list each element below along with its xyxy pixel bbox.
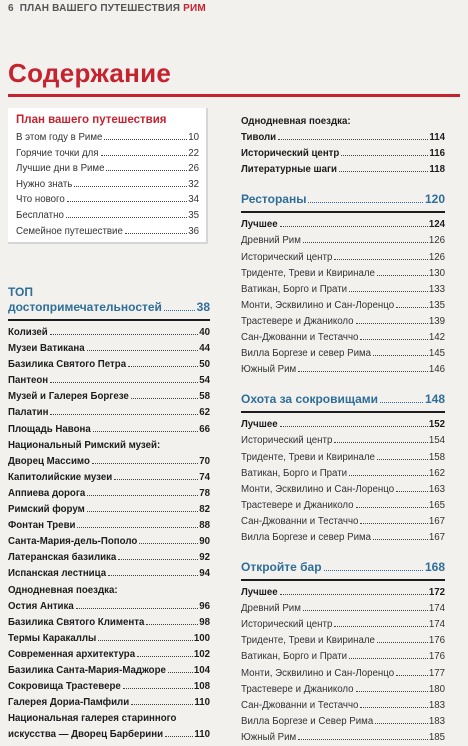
- toc-entry[interactable]: [8, 679, 210, 695]
- leader-dots: [280, 594, 428, 595]
- toc-entry[interactable]: [241, 330, 445, 346]
- toc-entry[interactable]: [8, 550, 210, 566]
- toc-entry[interactable]: [8, 454, 210, 470]
- toc-entry-label: Что нового: [16, 194, 65, 206]
- toc-entry[interactable]: [241, 666, 445, 682]
- toc-entry-label: Триденте, Треви и Квиринале: [241, 635, 375, 647]
- restaurants-title-label: Рестораны: [241, 192, 307, 207]
- leader-dots: [108, 575, 198, 576]
- toc-entry-label: Сан-Джованни и Тестаччо: [241, 515, 359, 527]
- toc-entry[interactable]: [8, 357, 210, 373]
- section-underline: [241, 411, 445, 413]
- toc-entry[interactable]: [241, 682, 445, 698]
- toc-entry[interactable]: [8, 695, 210, 711]
- toc-entry-page: 183: [428, 699, 445, 711]
- leader-dots: [93, 431, 198, 432]
- leader-dots: [303, 242, 428, 243]
- toc-entry-label: Трастевере и Джаниколо: [241, 315, 354, 327]
- top-section-title-line1: ТОП: [8, 285, 33, 299]
- leader-dots: [164, 310, 195, 311]
- spacer: [241, 546, 445, 560]
- daytrip-heading-right: Однодневная поездка:: [241, 116, 351, 127]
- title-rule: [8, 94, 460, 97]
- leader-dots: [87, 350, 199, 351]
- toc-entry[interactable]: [8, 422, 210, 438]
- leader-dots: [308, 202, 423, 203]
- left-column: [8, 285, 210, 743]
- toc-entry-page: 34: [188, 194, 199, 206]
- toc-entry-page: 180: [428, 683, 445, 695]
- toc-entry-page: 146: [428, 364, 445, 376]
- toc-entry-page: 142: [428, 332, 445, 344]
- leader-dots: [123, 688, 193, 689]
- toc-entry-label: Базилика Святого Климента: [8, 616, 145, 628]
- toc-entry[interactable]: [8, 727, 210, 743]
- leader-dots: [278, 139, 428, 140]
- toc-entry-label: Базилика Санта-Мария-Маджоре: [8, 664, 166, 676]
- toc-entry-label: Триденте, Треви и Квиринале: [241, 267, 375, 279]
- toc-entry[interactable]: [241, 530, 445, 546]
- page-title: Содержание: [8, 58, 172, 88]
- leader-dots: [87, 511, 198, 512]
- toc-entry[interactable]: [8, 599, 210, 615]
- leader-dots: [334, 442, 427, 443]
- toc-entry-page: 36: [188, 225, 199, 237]
- toc-entry-page: 139: [428, 315, 445, 327]
- toc-entry[interactable]: [8, 534, 210, 550]
- leader-dots: [101, 155, 188, 156]
- toc-entry[interactable]: [241, 585, 445, 601]
- toc-entry-page: 167: [428, 531, 445, 543]
- bars-title[interactable]: [241, 560, 445, 575]
- top-section-title-line2: достопримечательностей: [8, 300, 162, 314]
- toc-entry[interactable]: [8, 647, 210, 663]
- plan-box: [8, 108, 208, 244]
- toc-entry[interactable]: [241, 233, 445, 249]
- toc-entry-label: Лучшее: [241, 587, 278, 599]
- top-section-title: [8, 300, 210, 315]
- toc-entry[interactable]: [241, 282, 445, 298]
- toc-entry[interactable]: [241, 466, 445, 482]
- treasure-title-page: 148: [424, 392, 445, 407]
- toc-entry-page: 66: [199, 423, 210, 435]
- leader-dots: [66, 217, 187, 218]
- toc-entry-page: 116: [429, 148, 445, 160]
- treasure-title[interactable]: [241, 392, 445, 407]
- toc-entry-page: 110: [194, 697, 210, 709]
- toc-entry-label: Сан-Джованни и Тестаччо: [241, 699, 359, 711]
- leader-dots: [106, 170, 187, 171]
- museum-heading: Национальный Римский музей:: [8, 439, 161, 451]
- toc-entry-label: Базилика Святого Петра: [8, 359, 127, 371]
- toc-entry-page: 126: [428, 235, 445, 247]
- top-section-page: 38: [196, 300, 210, 314]
- toc-entry-label: Исторический центр: [241, 148, 340, 160]
- toc-entry-label: Триденте, Треви и Квиринале: [241, 451, 375, 463]
- toc-entry-page: 126: [428, 251, 445, 263]
- leader-dots: [339, 171, 428, 172]
- toc-entry-page: 110: [194, 729, 210, 741]
- toc-list: [8, 470, 210, 583]
- leader-dots: [298, 371, 428, 372]
- toc-entry-page: 54: [199, 375, 210, 387]
- leader-dots: [280, 426, 428, 427]
- toc-entry-page: 158: [428, 451, 445, 463]
- leader-dots: [87, 495, 198, 496]
- leader-dots: [98, 640, 193, 641]
- leader-dots: [360, 707, 427, 708]
- toc-entry-page: 102: [193, 648, 210, 660]
- toc-entry-page: 78: [199, 487, 210, 499]
- leader-dots: [375, 723, 428, 724]
- leader-dots: [128, 366, 198, 367]
- toc-entry-page: 90: [199, 536, 210, 548]
- toc-entry-page: 114: [429, 132, 445, 144]
- toc-entry[interactable]: [8, 502, 210, 518]
- toc-entry-label: Дворец Массимо: [8, 455, 90, 467]
- toc-entry-label: Исторический центр: [241, 251, 333, 263]
- toc-entry-page: 163: [428, 483, 445, 495]
- toc-entry-page: 162: [428, 467, 445, 479]
- leader-dots: [356, 507, 428, 508]
- toc-entry-page: 183: [428, 715, 445, 727]
- toc-entry[interactable]: [241, 217, 445, 233]
- leader-dots: [356, 323, 428, 324]
- toc-entry-page: 40: [199, 327, 210, 338]
- toc-entry-label: Фонтан Треви: [8, 520, 76, 532]
- toc-entry[interactable]: [8, 631, 210, 647]
- leader-dots: [349, 291, 428, 292]
- toc-entry-page: 165: [428, 499, 445, 511]
- toc-entry-label: Монти, Эсквилино и Сан-Лоренцо: [241, 299, 395, 311]
- toc-entry[interactable]: [241, 433, 445, 449]
- section-underline: [8, 319, 210, 321]
- bars-title-label: Откройте бар: [241, 560, 322, 575]
- leader-dots: [341, 155, 428, 156]
- toc-entry-label: Литературные шаги: [241, 164, 338, 176]
- toc-entry-label: Галерея Дориа-Памфили: [8, 697, 130, 709]
- toc-entry-page: 35: [188, 209, 199, 221]
- leader-dots: [146, 624, 198, 625]
- header-page-number: 6: [8, 3, 14, 14]
- leader-dots: [324, 570, 423, 571]
- leader-dots: [377, 275, 428, 276]
- leader-dots: [360, 523, 427, 524]
- toc-entry[interactable]: [8, 405, 210, 421]
- leader-dots: [74, 186, 187, 187]
- restaurants-title-page: 120: [424, 192, 445, 207]
- toc-entry-page: 172: [428, 587, 445, 599]
- toc-entry[interactable]: [241, 417, 445, 433]
- toc-entry-label: Колизей: [8, 327, 48, 338]
- toc-entry-page: 133: [428, 283, 445, 295]
- leader-dots: [334, 259, 427, 260]
- toc-entry-label: Сокровища Трастевере: [8, 681, 121, 693]
- leader-dots: [77, 527, 198, 528]
- toc-entry[interactable]: [241, 617, 445, 633]
- toc-entry-label: Музей и Галерея Боргезе: [8, 391, 129, 403]
- toc-list: [241, 233, 445, 378]
- toc-entry[interactable]: [8, 373, 210, 389]
- toc-entry-page: 10: [188, 132, 199, 143]
- leader-dots: [165, 736, 193, 737]
- toc-entry[interactable]: [8, 566, 210, 582]
- leader-dots: [373, 355, 428, 356]
- toc-entry[interactable]: [16, 130, 199, 146]
- toc-entry-label: Ватикан, Борго и Прати: [241, 283, 348, 295]
- toc-entry[interactable]: [16, 224, 199, 240]
- leader-dots: [125, 233, 187, 234]
- toc-entry-label: Ватикан, Борго и Прати: [241, 651, 348, 663]
- toc-entry-page: 174: [428, 603, 445, 615]
- toc-entry-label: Лучшее: [241, 219, 278, 231]
- toc-entry-label: Площадь Навона: [8, 423, 91, 435]
- toc-entry[interactable]: [241, 298, 445, 314]
- toc-entry[interactable]: [241, 498, 445, 514]
- toc-entry[interactable]: [241, 362, 445, 378]
- leader-dots: [168, 672, 193, 673]
- running-header: [8, 3, 206, 14]
- leader-dots: [131, 398, 198, 399]
- toc-list: [241, 601, 445, 746]
- toc-entry[interactable]: [241, 266, 445, 282]
- toc-entry-page: 94: [199, 568, 210, 580]
- toc-entry-label: Пантеон: [8, 375, 49, 387]
- leader-dots: [380, 402, 423, 403]
- leader-dots: [396, 307, 428, 308]
- spacer: [241, 178, 445, 192]
- gallery-heading: Национальная галерея старинного: [8, 713, 177, 725]
- right-column: [241, 114, 445, 746]
- toc-entry-label: искусства — Дворец Барберини: [8, 729, 164, 741]
- toc-entry-page: 174: [428, 619, 445, 631]
- leader-dots: [360, 339, 427, 340]
- leader-dots: [349, 658, 428, 659]
- toc-entry-label: Вилла Боргезе и север Рима: [241, 531, 372, 543]
- toc-entry-label: Палатин: [8, 407, 49, 419]
- toc-entry-page: 62: [199, 407, 210, 419]
- toc-entry[interactable]: [8, 663, 210, 679]
- leader-dots: [334, 626, 427, 627]
- treasure-title-label: Охота за сокровищами: [241, 392, 379, 407]
- toc-entry-label: Санта-Мария-дель-Пополо: [8, 536, 138, 548]
- toc-entry-page: 152: [428, 419, 445, 431]
- toc-entry-label: Трастевере и Джаниколо: [241, 499, 354, 511]
- toc-entry-label: Тиволи: [241, 132, 277, 144]
- daytrip-heading-left: Однодневная поездка:: [8, 584, 118, 596]
- leader-dots: [377, 459, 428, 460]
- toc-entry-label: В этом году в Риме: [16, 132, 103, 143]
- leader-dots: [114, 479, 198, 480]
- toc-entry-label: Южный Рим: [241, 364, 297, 376]
- header-text: ПЛАН ВАШЕГО ПУТЕШЕСТВИЯ: [19, 3, 181, 14]
- leader-dots: [396, 675, 428, 676]
- leader-dots: [76, 608, 198, 609]
- header-accent: РИМ: [183, 3, 206, 14]
- toc-entry-page: 44: [199, 343, 210, 355]
- toc-entry-label: Ватикан, Борго и Прати: [241, 467, 348, 479]
- plan-box-title: План вашего путешествия: [16, 114, 167, 126]
- toc-entry[interactable]: [241, 346, 445, 362]
- toc-entry[interactable]: [8, 341, 210, 357]
- toc-entry-label: Нужно знать: [16, 178, 73, 190]
- toc-list: [8, 325, 210, 438]
- toc-entry[interactable]: [16, 146, 199, 162]
- toc-entry-label: Древний Рим: [241, 603, 301, 615]
- toc-entry-page: 74: [199, 471, 210, 483]
- toc-entry[interactable]: [241, 314, 445, 330]
- toc-entry-page: 100: [193, 632, 210, 644]
- toc-entry-page: 176: [428, 651, 445, 663]
- leader-dots: [50, 382, 198, 383]
- toc-entry[interactable]: [241, 146, 445, 162]
- toc-list: [241, 130, 445, 178]
- toc-entry-page: 96: [199, 600, 210, 612]
- toc-entry-label: Испанская лестница: [8, 568, 107, 580]
- toc-entry[interactable]: [241, 714, 445, 730]
- toc-entry-page: 58: [199, 391, 210, 403]
- leader-dots: [298, 739, 428, 740]
- toc-entry-label: Южный Рим: [241, 731, 297, 743]
- leader-dots: [50, 414, 198, 415]
- toc-entry-label: Монти, Эсквилино и Сан-Лоренцо: [241, 667, 395, 679]
- toc-entry-page: 135: [428, 299, 445, 311]
- toc-entry-page: 177: [428, 667, 445, 679]
- leader-dots: [303, 610, 428, 611]
- toc-entry-page: 32: [188, 178, 199, 190]
- toc-entry[interactable]: [241, 730, 445, 746]
- toc-entry[interactable]: [8, 389, 210, 405]
- toc-entry-page: 108: [193, 681, 210, 693]
- toc-entry-page: 92: [199, 552, 210, 564]
- toc-entry[interactable]: [241, 450, 445, 466]
- bars-title-page: 168: [424, 560, 445, 575]
- toc-entry-label: Лучшее: [241, 419, 278, 431]
- leader-dots: [139, 543, 198, 544]
- toc-entry[interactable]: [8, 486, 210, 502]
- toc-entry-page: 154: [428, 435, 445, 447]
- toc-entry-page: 104: [193, 664, 210, 676]
- toc-entry-page: 22: [188, 147, 199, 159]
- toc-entry-page: 82: [199, 504, 210, 516]
- leader-dots: [356, 691, 428, 692]
- toc-list: [241, 433, 445, 546]
- toc-entry-label: Вилла Боргезе и север Рима: [241, 348, 372, 360]
- toc-entry[interactable]: [16, 208, 199, 224]
- leader-dots: [92, 463, 198, 464]
- toc-list: [8, 599, 210, 712]
- toc-entry-label: Латеранская базилика: [8, 552, 117, 564]
- toc-entry[interactable]: [16, 161, 199, 177]
- toc-entry-label: Семейное путешествие: [16, 225, 123, 237]
- toc-entry-page: 176: [428, 635, 445, 647]
- toc-entry-label: Сан-Джованни и Тестаччо: [241, 332, 359, 344]
- leader-dots: [137, 656, 193, 657]
- toc-entry-label: Вилла Боргезе и Север Рима: [241, 715, 374, 727]
- toc-entry[interactable]: [241, 514, 445, 530]
- toc-entry-page: 118: [429, 164, 445, 176]
- toc-entry-label: Древний Рим: [241, 235, 301, 247]
- toc-entry[interactable]: [241, 601, 445, 617]
- toc-entry[interactable]: [8, 470, 210, 486]
- toc-entry-label: Современная архитектура: [8, 648, 136, 660]
- toc-entry[interactable]: [241, 482, 445, 498]
- restaurants-title[interactable]: [241, 192, 445, 207]
- leader-dots: [104, 139, 187, 140]
- toc-entry-page: 50: [199, 359, 210, 371]
- toc-entry[interactable]: [8, 518, 210, 534]
- leader-dots: [349, 475, 428, 476]
- toc-entry-page: 185: [428, 731, 445, 743]
- toc-entry-label: Бесплатно: [16, 209, 64, 221]
- spacer: [241, 378, 445, 392]
- toc-list: [16, 130, 199, 239]
- toc-entry-label: Капитолийские музеи: [8, 471, 113, 483]
- leader-dots: [280, 226, 428, 227]
- leader-dots: [118, 559, 198, 560]
- toc-entry-label: Трастевере и Джаниколо: [241, 683, 354, 695]
- toc-entry-label: Остия Антика: [8, 600, 74, 612]
- leader-dots: [396, 491, 428, 492]
- toc-entry-label: Лучшие дни в Риме: [16, 163, 105, 175]
- toc-entry-label: Термы Каракаллы: [8, 632, 97, 644]
- toc-entry[interactable]: [241, 633, 445, 649]
- section-underline: [241, 211, 445, 213]
- toc-entry-page: 98: [199, 616, 210, 628]
- toc-entry-page: 88: [199, 520, 210, 532]
- toc-entry[interactable]: [241, 698, 445, 714]
- leader-dots: [50, 334, 198, 335]
- leader-dots: [67, 201, 187, 202]
- toc-entry-page: 124: [428, 219, 445, 231]
- toc-entry-label: Музеи Ватикана: [8, 343, 85, 355]
- toc-entry-label: Аппиева дорога: [8, 487, 86, 499]
- toc-entry-label: Исторический центр: [241, 619, 333, 631]
- leader-dots: [373, 539, 428, 540]
- toc-entry[interactable]: [241, 162, 445, 178]
- toc-entry-page: 167: [428, 515, 445, 527]
- toc-entry[interactable]: [241, 250, 445, 266]
- toc-entry[interactable]: [8, 615, 210, 631]
- toc-entry[interactable]: [8, 325, 210, 341]
- toc-entry-label: Горячие точки для: [16, 147, 99, 159]
- toc-entry-page: 26: [188, 163, 199, 175]
- toc-entry[interactable]: [241, 130, 445, 146]
- toc-entry[interactable]: [16, 177, 199, 193]
- toc-entry-label: Римский форум: [8, 504, 85, 516]
- toc-entry-label: Исторический центр: [241, 435, 333, 447]
- toc-entry-page: 145: [428, 348, 445, 360]
- leader-dots: [377, 642, 428, 643]
- toc-entry-page: 70: [199, 455, 210, 467]
- toc-entry[interactable]: [16, 192, 199, 208]
- leader-dots: [131, 704, 193, 705]
- section-underline: [241, 579, 445, 581]
- toc-entry[interactable]: [241, 649, 445, 665]
- toc-entry-label: Монти, Эсквилино и Сан-Лоренцо: [241, 483, 395, 495]
- toc-entry-page: 130: [428, 267, 445, 279]
